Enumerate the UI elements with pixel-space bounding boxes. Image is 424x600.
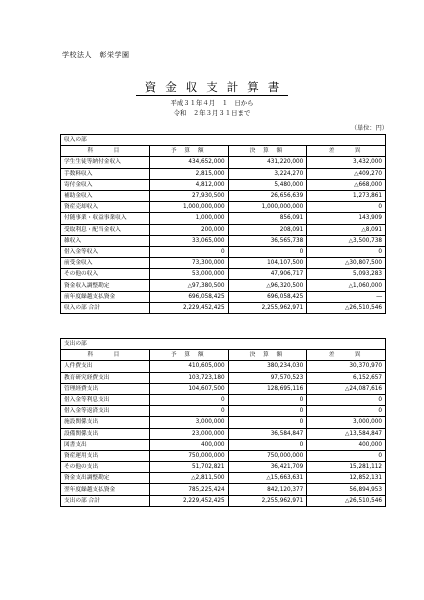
budget-amount: 410,605,000 xyxy=(149,361,228,372)
budget-amount: 1,000,000 xyxy=(149,213,228,224)
account-name: 教育研究経費支出 xyxy=(61,372,150,383)
budget-amount: 53,000,000 xyxy=(149,269,228,280)
expense-section-row xyxy=(61,339,386,350)
unit-label: （単位：円） xyxy=(350,125,388,132)
income-column-header-3: 差 異 xyxy=(307,146,386,157)
table-row xyxy=(61,246,386,257)
difference-amount: △30,807,500 xyxy=(307,258,386,269)
budget-amount: △97,380,500 xyxy=(149,280,228,291)
difference-amount: ― xyxy=(307,291,386,302)
difference-amount: △8,091 xyxy=(307,224,386,235)
difference-amount: △1,060,000 xyxy=(307,280,386,291)
account-name: 人件費支出 xyxy=(61,361,150,372)
account-name: 借入金等収入 xyxy=(61,246,150,257)
difference-amount: 6,152,657 xyxy=(307,372,386,383)
budget-amount: 0 xyxy=(149,406,228,417)
account-name: 学生生徒等納付金収入 xyxy=(61,157,150,168)
budget-amount: 73,300,000 xyxy=(149,258,228,269)
difference-amount: 3,432,000 xyxy=(307,157,386,168)
table-row xyxy=(61,202,386,213)
budget-amount: 33,065,000 xyxy=(149,235,228,246)
difference-amount: 0 xyxy=(307,202,386,213)
difference-amount: △409,270 xyxy=(307,168,386,179)
actual-amount: 104,107,500 xyxy=(228,258,307,269)
table-row xyxy=(61,258,386,269)
expense-total-row xyxy=(61,495,386,506)
total-actual: 2,255,962,971 xyxy=(228,302,307,313)
account-name: 図書支出 xyxy=(61,439,150,450)
difference-amount: 12,852,131 xyxy=(307,473,386,484)
expense-section-label: 支出の部 xyxy=(61,339,386,350)
account-name: 施設関係支出 xyxy=(61,417,150,428)
budget-amount: 750,000,000 xyxy=(149,450,228,461)
account-name: 前受金収入 xyxy=(61,258,150,269)
actual-amount: 47,906,717 xyxy=(228,269,307,280)
difference-amount: △24,087,616 xyxy=(307,383,386,394)
account-name: 翌年度繰越支払資金 xyxy=(61,484,150,495)
budget-amount: 1,000,000,000 xyxy=(149,202,228,213)
difference-amount: 15,281,112 xyxy=(307,462,386,473)
table-row xyxy=(61,462,386,473)
difference-amount: 3,000,000 xyxy=(307,417,386,428)
table-row xyxy=(61,406,386,417)
total-difference: △26,510,546 xyxy=(307,302,386,313)
actual-amount: 431,220,000 xyxy=(228,157,307,168)
table-row xyxy=(61,190,386,201)
expense-table xyxy=(60,338,386,507)
difference-amount: 30,370,970 xyxy=(307,361,386,372)
difference-amount: 56,894,953 xyxy=(307,484,386,495)
actual-amount: 856,091 xyxy=(228,213,307,224)
account-name: 付随事業・収益事業収入 xyxy=(61,213,150,224)
table-row xyxy=(61,394,386,405)
account-name: 借入金等利息支出 xyxy=(61,394,150,405)
document-title-wrap xyxy=(0,76,424,95)
difference-amount: 0 xyxy=(307,406,386,417)
account-name: 前年度繰越支払資金 xyxy=(61,291,150,302)
actual-amount: 97,570,523 xyxy=(228,372,307,383)
actual-amount: 0 xyxy=(228,417,307,428)
budget-amount: 785,225,424 xyxy=(149,484,228,495)
actual-amount: 1,000,000,000 xyxy=(228,202,307,213)
expense-column-header-2: 決 算 額 xyxy=(228,350,307,361)
table-row xyxy=(61,372,386,383)
account-name: 受取利息・配当金収入 xyxy=(61,224,150,235)
account-name: その他の収入 xyxy=(61,269,150,280)
table-row xyxy=(61,213,386,224)
account-name: 資産運用支出 xyxy=(61,450,150,461)
actual-amount: 842,120,377 xyxy=(228,484,307,495)
table-row xyxy=(61,235,386,246)
account-name: その他の支出 xyxy=(61,462,150,473)
account-name: 設備関係支出 xyxy=(61,428,150,439)
actual-amount: 3,224,270 xyxy=(228,168,307,179)
expense-header-row xyxy=(61,350,386,361)
income-total-row xyxy=(61,302,386,313)
account-name: 資産売却収入 xyxy=(61,202,150,213)
budget-amount: 696,058,425 xyxy=(149,291,228,302)
difference-amount: 143,909 xyxy=(307,213,386,224)
account-name: 管理経費支出 xyxy=(61,383,150,394)
table-row xyxy=(61,168,386,179)
actual-amount: 36,565,738 xyxy=(228,235,307,246)
difference-amount: 5,093,283 xyxy=(307,269,386,280)
table-row xyxy=(61,417,386,428)
actual-amount: 26,656,639 xyxy=(228,190,307,201)
document-title: 資金収支計算書 xyxy=(136,80,289,96)
actual-amount: 5,480,000 xyxy=(228,179,307,190)
actual-amount: △15,663,631 xyxy=(228,473,307,484)
actual-amount: 36,421,709 xyxy=(228,462,307,473)
table-row xyxy=(61,439,386,450)
difference-amount: △3,500,738 xyxy=(307,235,386,246)
income-column-header-2: 決 算 額 xyxy=(228,146,307,157)
actual-amount: 128,695,116 xyxy=(228,383,307,394)
budget-amount: 434,652,000 xyxy=(149,157,228,168)
income-section-row xyxy=(61,135,386,146)
income-table xyxy=(60,134,386,314)
expense-column-header-1: 予 算 額 xyxy=(149,350,228,361)
expense-column-header-3: 差 異 xyxy=(307,350,386,361)
table-row xyxy=(61,484,386,495)
account-name: 補助金収入 xyxy=(61,190,150,201)
budget-amount: 103,723,180 xyxy=(149,372,228,383)
account-name: 借入金等返済支出 xyxy=(61,406,150,417)
budget-amount: 104,607,500 xyxy=(149,383,228,394)
total-label: 支出の部 合計 xyxy=(61,495,150,506)
difference-amount: 400,000 xyxy=(307,439,386,450)
difference-amount: 0 xyxy=(307,450,386,461)
actual-amount: 696,058,425 xyxy=(228,291,307,302)
actual-amount: 0 xyxy=(228,439,307,450)
actual-amount: 750,000,000 xyxy=(228,450,307,461)
total-difference: △26,510,546 xyxy=(307,495,386,506)
table-row xyxy=(61,450,386,461)
total-budget: 2,229,452,425 xyxy=(149,302,228,313)
budget-amount: 2,815,000 xyxy=(149,168,228,179)
account-name: 資金支出調整勘定 xyxy=(61,473,150,484)
table-row xyxy=(61,428,386,439)
expense-column-header-0: 科 目 xyxy=(61,350,150,361)
total-budget: 2,229,452,425 xyxy=(149,495,228,506)
total-actual: 2,255,962,971 xyxy=(228,495,307,506)
period-end: 令和 ２年３月３１日まで xyxy=(173,109,251,117)
budget-amount: 23,000,000 xyxy=(149,428,228,439)
table-row xyxy=(61,224,386,235)
organization-name: 学校法人 彰栄学園 xyxy=(62,51,130,59)
difference-amount: 1,273,861 xyxy=(307,190,386,201)
table-row xyxy=(61,291,386,302)
table-row xyxy=(61,157,386,168)
budget-amount: 4,812,000 xyxy=(149,179,228,190)
actual-amount: 36,584,847 xyxy=(228,428,307,439)
actual-amount: 0 xyxy=(228,246,307,257)
table-row xyxy=(61,473,386,484)
income-column-header-0: 科 目 xyxy=(61,146,150,157)
budget-amount: 3,000,000 xyxy=(149,417,228,428)
actual-amount: 380,234,030 xyxy=(228,361,307,372)
budget-amount: 0 xyxy=(149,246,228,257)
difference-amount: △668,000 xyxy=(307,179,386,190)
account-name: 雑収入 xyxy=(61,235,150,246)
difference-amount: 0 xyxy=(307,394,386,405)
income-section-label: 収入の部 xyxy=(61,135,386,146)
budget-amount: 0 xyxy=(149,394,228,405)
income-header-row xyxy=(61,146,386,157)
difference-amount: △13,584,847 xyxy=(307,428,386,439)
table-row xyxy=(61,361,386,372)
difference-amount: 0 xyxy=(307,246,386,257)
actual-amount: 208,091 xyxy=(228,224,307,235)
total-label: 収入の部 合計 xyxy=(61,302,150,313)
budget-amount: 200,000 xyxy=(149,224,228,235)
period-start: 平成３１年４月 １ 日から xyxy=(170,99,254,107)
actual-amount: △96,320,500 xyxy=(228,280,307,291)
actual-amount: 0 xyxy=(228,394,307,405)
income-column-header-1: 予 算 額 xyxy=(149,146,228,157)
table-row xyxy=(61,269,386,280)
actual-amount: 0 xyxy=(228,406,307,417)
budget-amount: △2,811,500 xyxy=(149,473,228,484)
budget-amount: 51,702,821 xyxy=(149,462,228,473)
table-row xyxy=(61,280,386,291)
budget-amount: 27,930,500 xyxy=(149,190,228,201)
table-row xyxy=(61,179,386,190)
budget-amount: 400,000 xyxy=(149,439,228,450)
account-name: 資金収入調整勘定 xyxy=(61,280,150,291)
account-name: 寄付金収入 xyxy=(61,179,150,190)
account-name: 手数料収入 xyxy=(61,168,150,179)
table-row xyxy=(61,383,386,394)
